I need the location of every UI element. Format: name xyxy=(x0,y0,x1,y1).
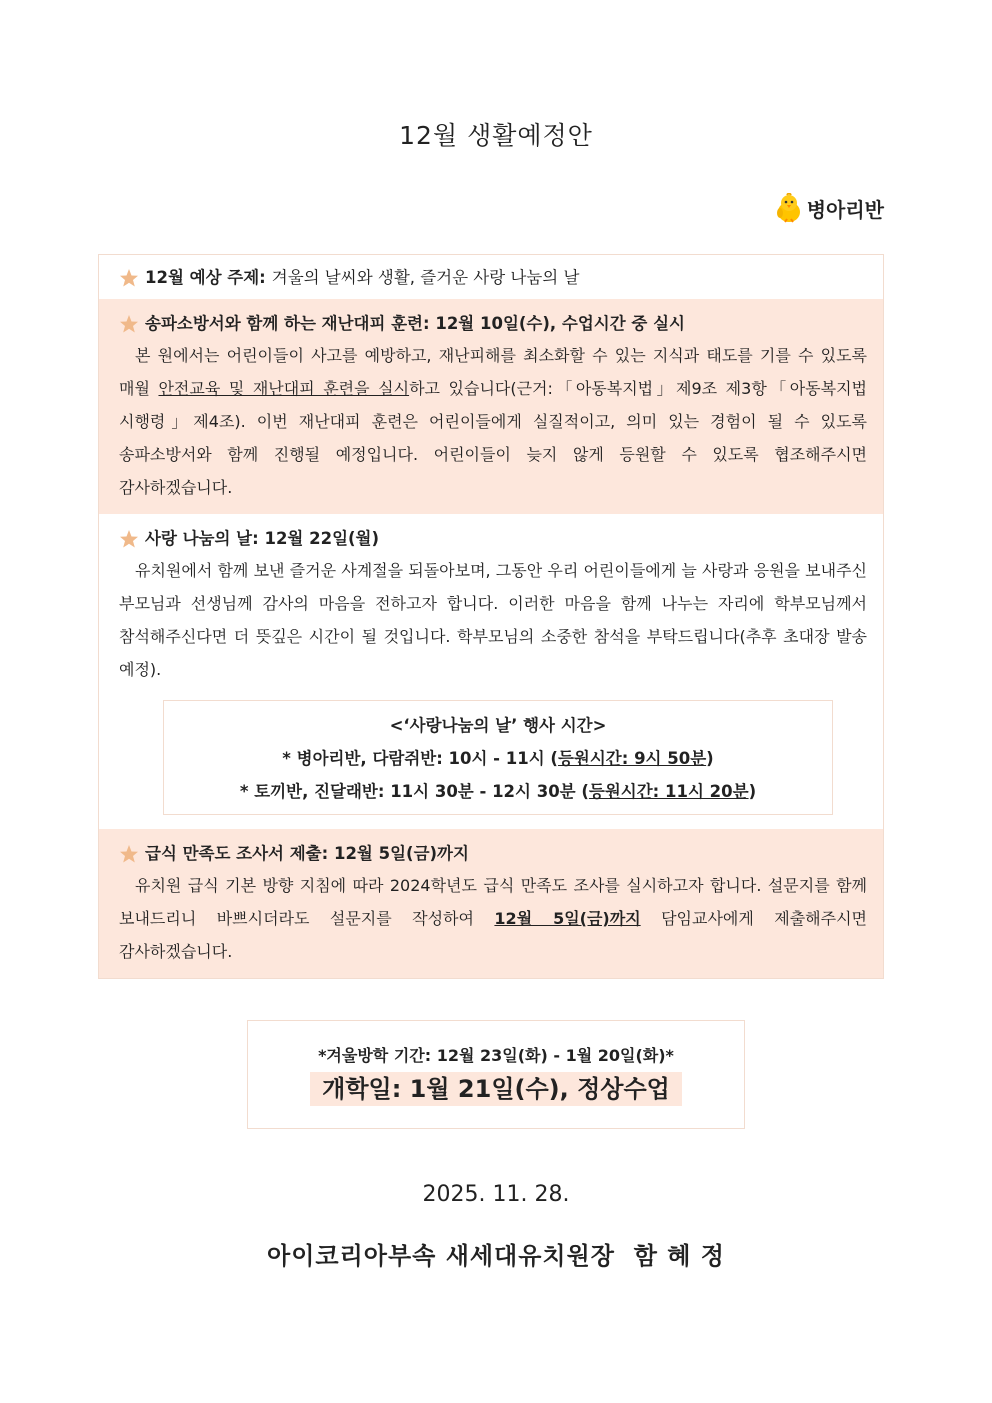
vacation-box xyxy=(247,1020,745,1129)
schedule-row: * 병아리반, 다람쥐반: 10시 - 11시 (등원시간: 9시 50분) xyxy=(282,749,714,768)
class-name: 병아리반 xyxy=(806,197,884,222)
class-label xyxy=(775,193,884,223)
fire-drill-heading: 송파소방서와 함께 하는 재난대피 훈련: 12월 10일(수), 수업시간 중 실시 xyxy=(145,314,685,333)
principal-signature: 아이코리아부속 새세대유치원장 함 혜 정 xyxy=(267,1242,725,1270)
theme-section xyxy=(99,255,883,299)
theme-value: 겨울의 날씨와 생활, 즐거운 사랑 나눔의 날 xyxy=(271,268,580,287)
survey-heading: 급식 만족도 조사서 제출: 12월 5일(금)까지 xyxy=(145,844,469,863)
theme-label: 12월 예상 주제: xyxy=(145,268,266,287)
chick-icon xyxy=(775,193,803,223)
star-icon xyxy=(119,268,139,288)
page-title: 12월 생활예정안 xyxy=(399,121,593,150)
fire-drill-text: 본 원에서는 어린이들이 사고를 예방하고, 재난피해를 최소화할 수 있는 지식과 태도를 기를 수 있도록 매월 안전교육 및 재난대피 훈련을 실시하고 있습니다(근거:「아동복지법」제9조 제3항「아동복지법 시행령」제4조). 이번 재난대피 훈련은 어린이들에게 실질적이고, 의미 있는 경험이 될 수 있도록 송파소방서와 함께 진행될 예정입니다. 어린이들이 늦지 않게 등원할 수 있도록 협조해주시면 감사하겠습니다. xyxy=(119,346,867,497)
underlined-phrase: 안전교육 및 재난대피 훈련을 실시 xyxy=(158,379,410,398)
love-day-text: 유치원에서 함께 보낸 즐거운 사계절을 되돌아보며, 그동안 우리 어린이들에게 늘 사랑과 응원을 보내주신 부모님과 선생님께 감사의 마음을 전하고자 합니다. 이러한 마음을 함께 나누는 자리에 학부모님께서 참석해주신다면 더 뜻깊은 시간이 될 것입니다. 학부모님의 소중한 참석을 부탁드립니다(추후 초대장 발송 예정). xyxy=(119,561,867,679)
schedule-title: <‘사랑나눔의 날’ 행사 시간> xyxy=(389,716,607,735)
deadline-phrase: 12월 5일(금)까지 xyxy=(494,909,641,928)
fire-drill-section xyxy=(99,299,883,514)
star-icon xyxy=(119,844,139,864)
star-icon xyxy=(119,529,139,549)
love-day-heading: 사랑 나눔의 날: 12월 22일(월) xyxy=(145,529,380,548)
event-schedule-box xyxy=(163,700,833,815)
document-date: 2025. 11. 28. xyxy=(422,1182,570,1207)
survey-section xyxy=(99,829,883,978)
schedule-row: * 토끼반, 진달래반: 11시 30분 - 12시 30분 (등원시간: 11시 20분) xyxy=(239,782,757,801)
survey-text: 유치원 급식 기본 방향 지침에 따라 2024학년도 급식 만족도 조사를 실시하고자 합니다. 설문지를 함께 보내드리니 바쁘시더라도 설문지를 작성하여 12월 5일(금)까지 담임교사에게 제출해주시면 감사하겠습니다. xyxy=(119,876,868,961)
main-content-box xyxy=(98,254,884,979)
love-day-section xyxy=(99,514,883,829)
school-reopen-date: 개학일: 1월 21일(수), 정상수업 xyxy=(310,1072,682,1106)
star-icon xyxy=(119,314,139,334)
vacation-period: *겨울방학 기간: 12월 23일(화) - 1월 20일(화)* xyxy=(318,1046,674,1065)
